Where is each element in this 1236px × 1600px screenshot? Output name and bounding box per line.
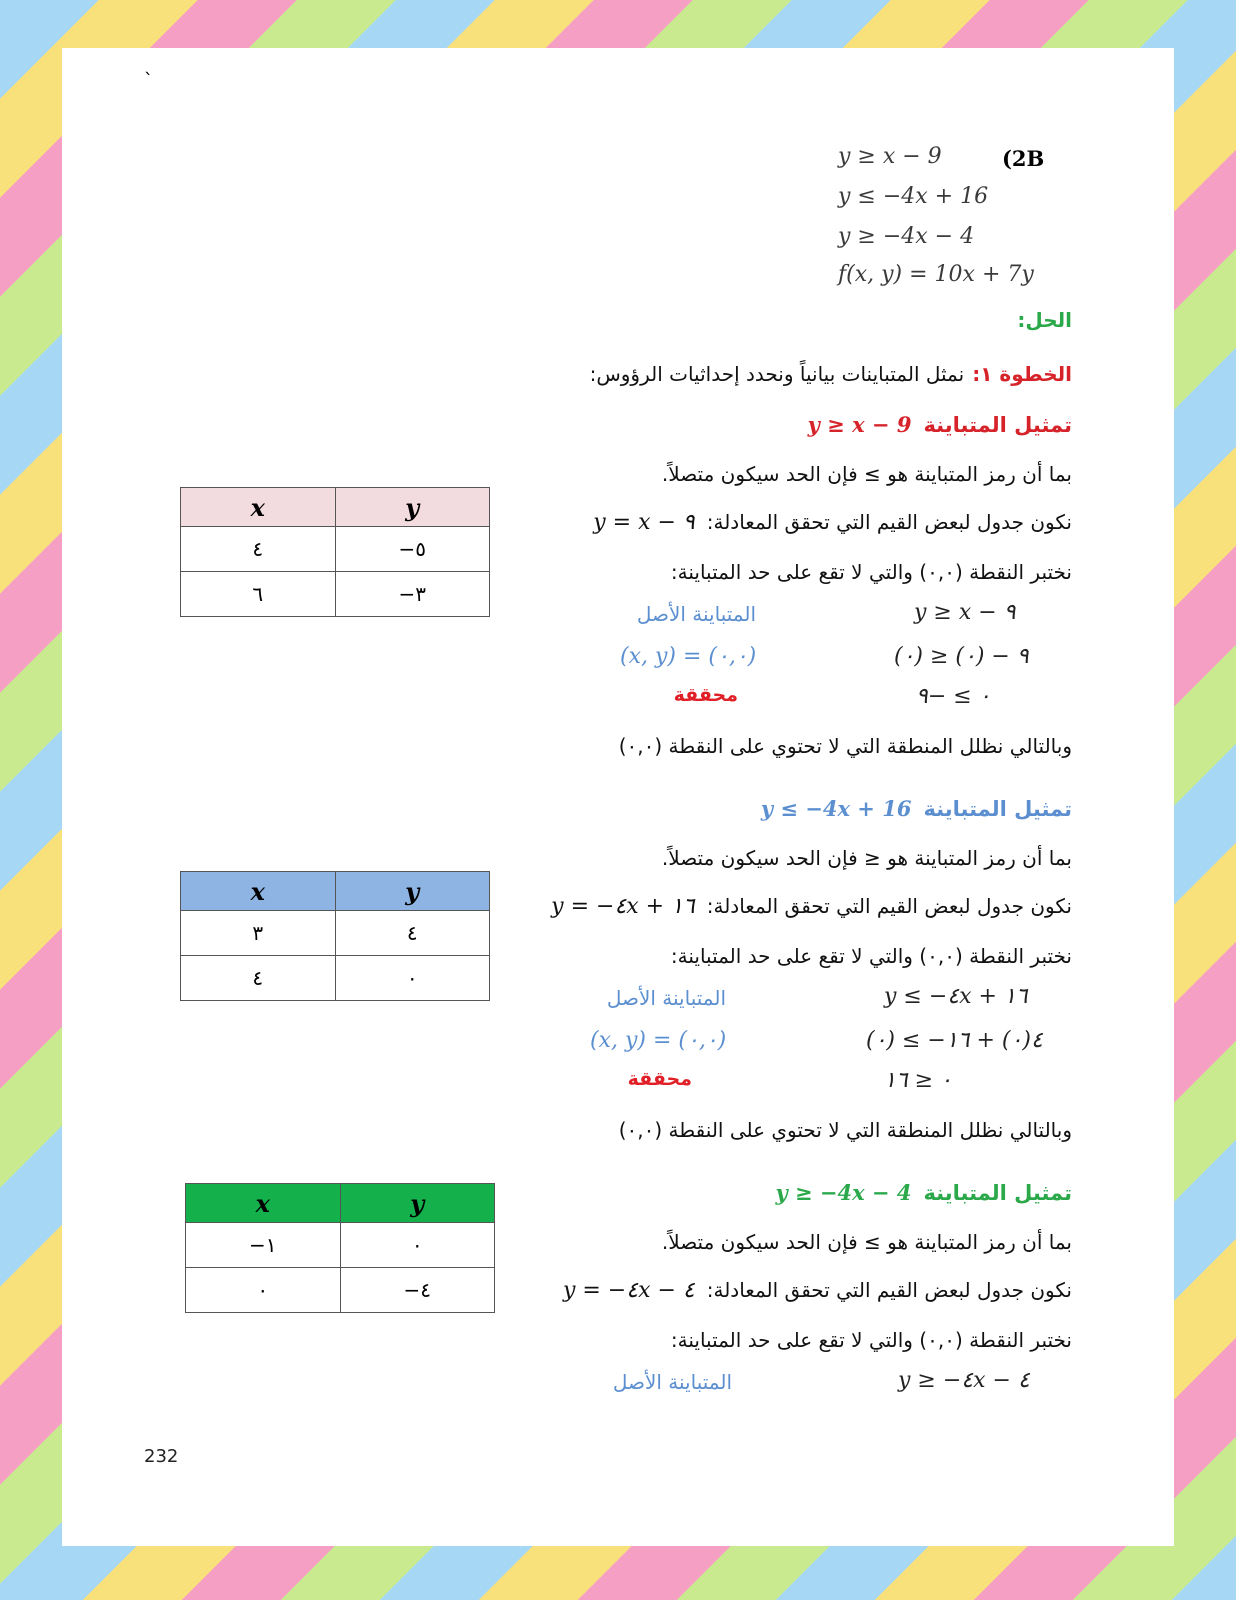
step1-line (590, 362, 1072, 386)
table-cell: −٤ (340, 1268, 495, 1313)
table-cell: −٣ (335, 572, 490, 617)
page-number: 232 (144, 1446, 179, 1467)
section2-check-2: (٠) ≤ −٤(٠) + ١٦ (866, 1028, 1043, 1053)
section1-orig-label: المتباينة الأصل (636, 602, 756, 626)
section3-check-1: y ≥ −٤x − ٤ (898, 1368, 1030, 1393)
table-header-x: x (186, 1184, 341, 1223)
table-cell: ٠ (186, 1268, 341, 1313)
section1-check-2: (٠) ≥ (٠) − ٩ (894, 644, 1029, 669)
section3-line1: بما أن رمز المتباينة هو ≥ فإن الحد سيكون متصلاً. (661, 1230, 1072, 1254)
stray-mark: ` (144, 70, 153, 91)
problem-line-4: f(x, y) = 10x + 7y (838, 262, 1034, 287)
section2-line1: بما أن رمز المتباينة هو ≤ فإن الحد سيكون متصلاً. (661, 846, 1072, 870)
section2-conclusion: وبالتالي نظلل المنطقة التي لا تحتوي على النقطة (٠,٠) (618, 1118, 1072, 1142)
section2-line2-math: y = −٤x + ١٦ (551, 894, 695, 919)
section3-line2 (563, 1278, 1072, 1303)
section3-line2-math: y = −٤x − ٤ (562, 1278, 695, 1303)
section1-check-1: y ≥ x − ٩ (914, 600, 1016, 625)
table-row (181, 911, 490, 956)
section3-table (185, 1183, 495, 1313)
section1-verdict: محققة (673, 684, 738, 706)
section2-verdict: محققة (627, 1068, 692, 1090)
section1-line2-math: y = x − ٩ (593, 510, 695, 535)
solution-label: الحل: (1017, 308, 1072, 332)
table-cell: ٠ (335, 956, 490, 1001)
table-row (181, 527, 490, 572)
section2-title-text: تمثيل المتباينة (923, 797, 1072, 821)
section3-orig-label: المتباينة الأصل (612, 1370, 732, 1394)
section2-line2 (551, 894, 1072, 919)
section3-title (775, 1180, 1072, 1205)
table-header-y: y (335, 872, 490, 911)
section2-orig-label: المتباينة الأصل (606, 986, 726, 1010)
section1-line2 (593, 510, 1072, 535)
problem-label: (2B (1002, 146, 1045, 171)
table-cell: ٠ (340, 1223, 495, 1268)
section1-title-text: تمثيل المتباينة (923, 413, 1072, 437)
section1-conclusion: وبالتالي نظلل المنطقة التي لا تحتوي على النقطة (٠,٠) (618, 734, 1072, 758)
section1-table (180, 487, 490, 617)
problem-line-1: y ≥ x − 9 (838, 144, 942, 169)
section2-xy: (x, y) = (٠,٠) (590, 1028, 727, 1053)
section2-line2-text: نكون جدول لبعض القيم التي تحقق المعادلة: (706, 894, 1072, 918)
page (62, 48, 1174, 1546)
section2-check-1: y ≤ −٤x + ١٦ (884, 984, 1028, 1009)
table-cell: ٦ (181, 572, 336, 617)
section1-title-math: y ≥ x − 9 (807, 412, 912, 437)
step1-label: الخطوة ١: (972, 362, 1072, 386)
section3-line2-text: نكون جدول لبعض القيم التي تحقق المعادلة: (706, 1278, 1072, 1302)
section2-title (761, 796, 1072, 821)
table-cell: ٤ (181, 956, 336, 1001)
table-row (181, 572, 490, 617)
section3-title-math: y ≥ −4x − 4 (775, 1180, 912, 1205)
table-cell: −١ (186, 1223, 341, 1268)
table-header-y: y (340, 1184, 495, 1223)
table-cell: −٥ (335, 527, 490, 572)
section3-title-text: تمثيل المتباينة (923, 1181, 1072, 1205)
step1-text: نمثل المتباينات بيانياً ونحدد إحداثيات الرؤوس: (589, 362, 965, 386)
section1-check-3: ٠ ≥ −٩ (916, 684, 991, 709)
section2-title-math: y ≤ −4x + 16 (760, 796, 912, 821)
section1-xy: (x, y) = (٠,٠) (620, 644, 757, 669)
table-header-y: y (335, 488, 490, 527)
section1-line2-text: نكون جدول لبعض القيم التي تحقق المعادلة: (706, 510, 1072, 534)
section1-line1: بما أن رمز المتباينة هو ≥ فإن الحد سيكون متصلاً. (661, 462, 1072, 486)
section2-check-3: ٠ ≤ ١٦ (884, 1068, 952, 1093)
table-header-x: x (181, 488, 336, 527)
table-row (186, 1268, 495, 1313)
table-cell: ٤ (181, 527, 336, 572)
section2-table (180, 871, 490, 1001)
table-header-x: x (181, 872, 336, 911)
section1-line3: نختبر النقطة (٠,٠) والتي لا تقع على حد المتباينة: (670, 560, 1072, 584)
table-row (181, 956, 490, 1001)
table-cell: ٤ (335, 911, 490, 956)
problem-line-2: y ≤ −4x + 16 (838, 184, 989, 209)
section2-line3: نختبر النقطة (٠,٠) والتي لا تقع على حد المتباينة: (670, 944, 1072, 968)
table-cell: ٣ (181, 911, 336, 956)
section3-line3: نختبر النقطة (٠,٠) والتي لا تقع على حد المتباينة: (670, 1328, 1072, 1352)
table-row (186, 1223, 495, 1268)
section1-title (808, 412, 1072, 437)
problem-line-3: y ≥ −4x − 4 (838, 224, 975, 249)
